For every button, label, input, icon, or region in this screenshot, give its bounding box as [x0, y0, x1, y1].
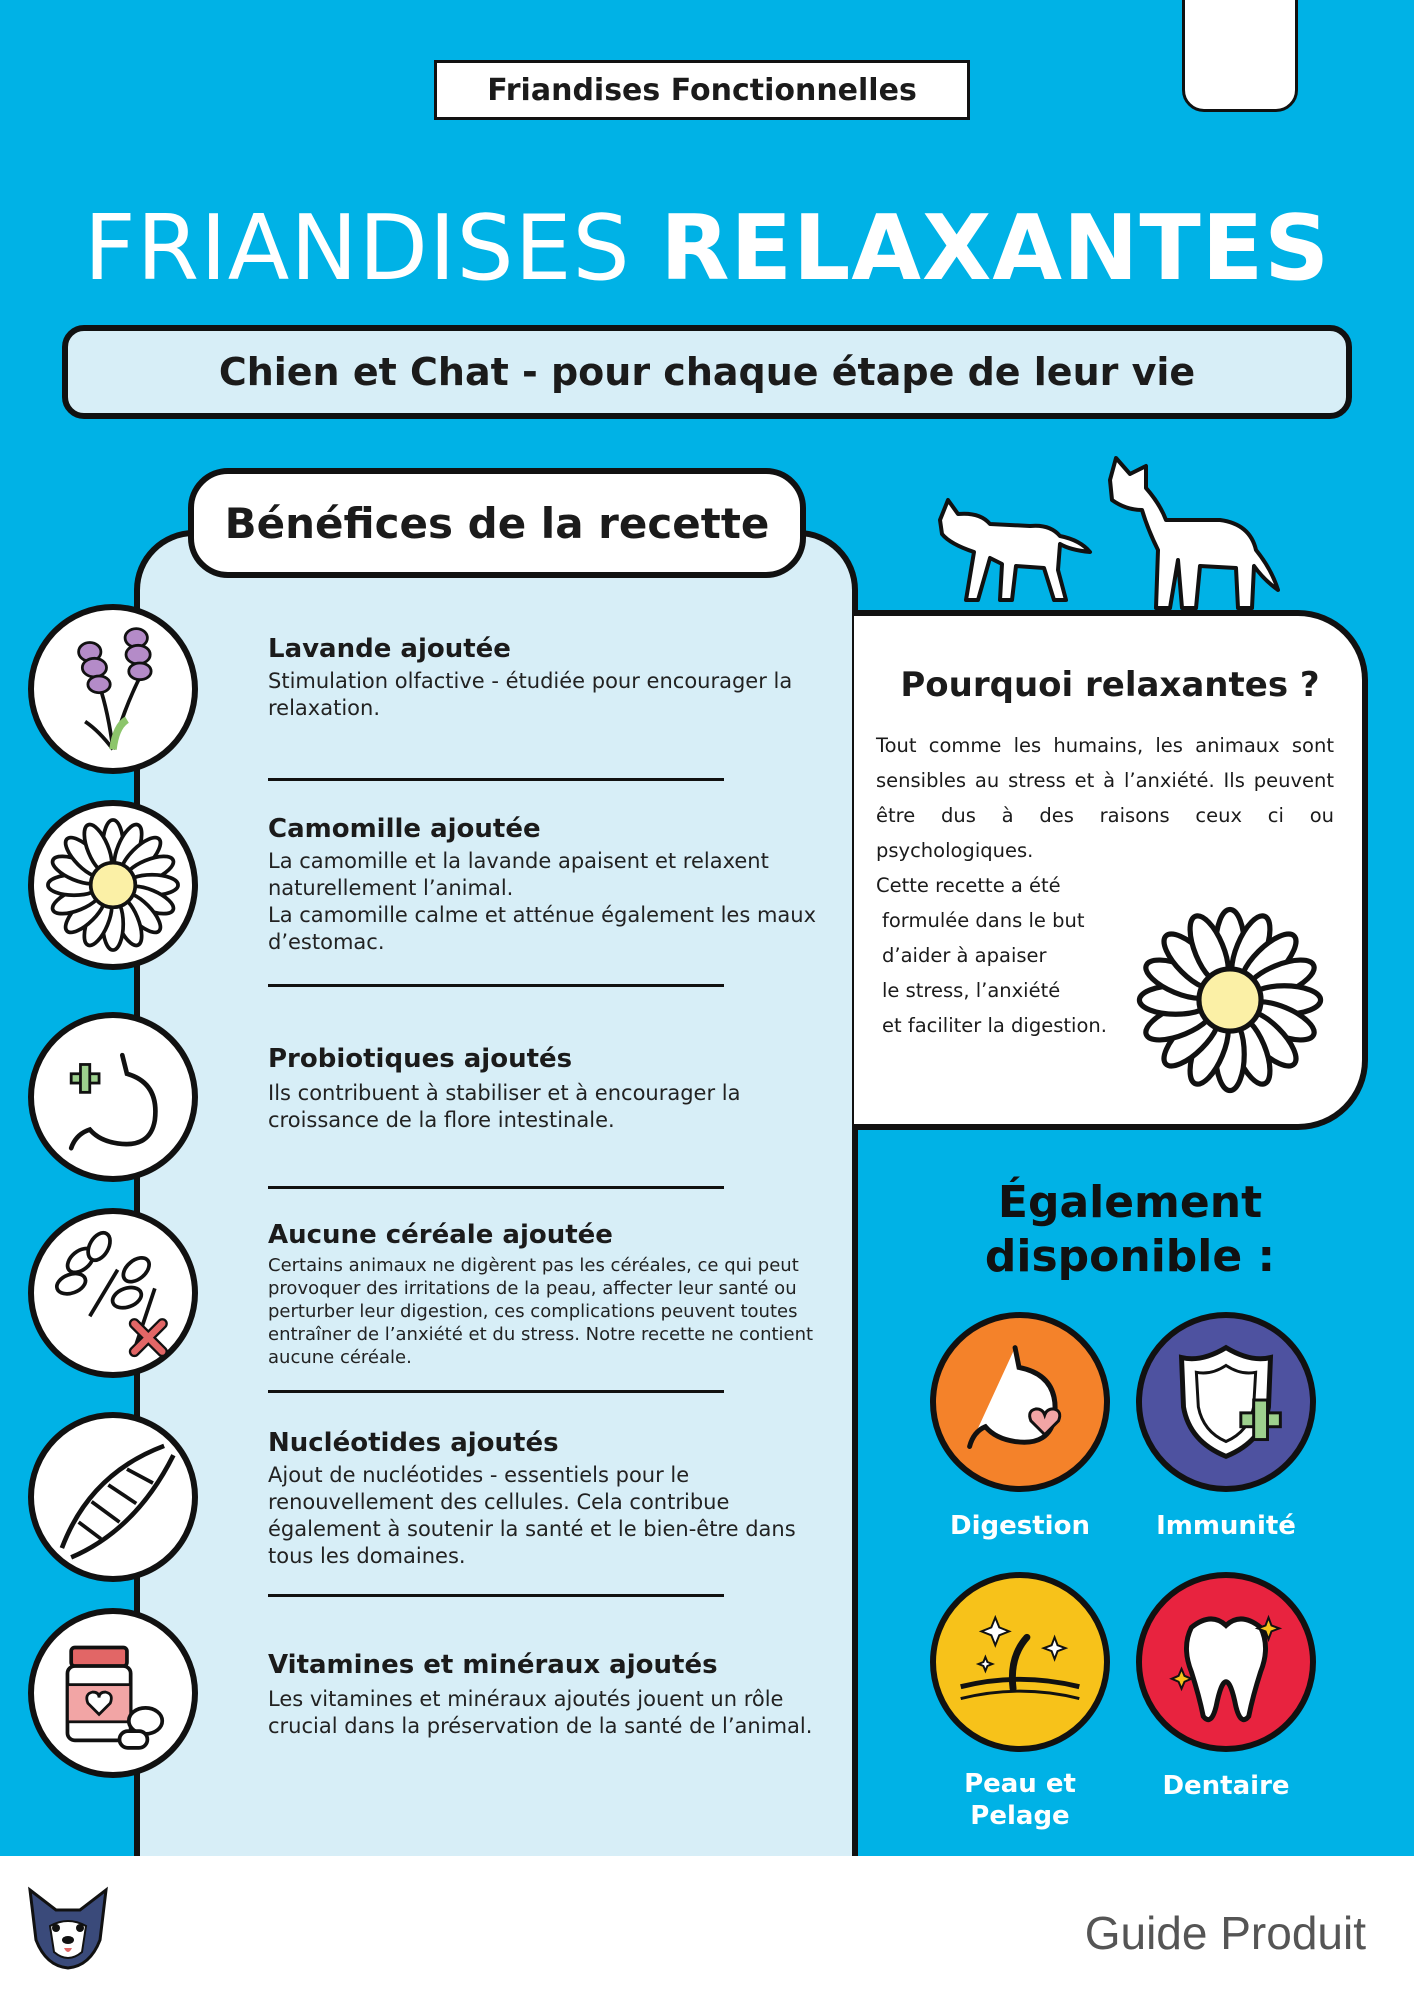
stomach-heart-icon	[936, 1318, 1104, 1486]
benefit-text-vitamins: Les vitamines et minéraux ajoutés jouent un rôle crucial dans la préservation de la santé de l’animal.	[268, 1687, 813, 1738]
benefit-text-nucleotides: Ajout de nucléotides - essentiels pour le renouvellement des cellules. Cela contribue également à soutenir la santé et le bien-être dans tous les domaines.	[268, 1463, 796, 1568]
benefit-text-chamomile-2: La camomille calme et atténue également les maux d’estomac.	[268, 903, 817, 954]
benefit-title-chamomile: Camomille ajoutée	[268, 814, 541, 844]
hair-sparkle-icon	[936, 1578, 1104, 1746]
divider	[268, 1186, 724, 1189]
benefits-heading: Bénéfices de la recette	[224, 498, 770, 548]
top-tab-decoration	[1182, 0, 1298, 112]
benefit-text-chamomile: La camomille et la lavande apaisent et relaxent naturellement l’animal.	[268, 849, 769, 900]
category-tag-label: Friandises Fonctionnelles	[487, 72, 917, 108]
product-label-dental: Dentaire	[1162, 1771, 1290, 1801]
guide-label: Guide Produit	[1084, 1907, 1366, 1959]
benefit-title-probiotics: Probiotiques ajoutés	[268, 1044, 573, 1074]
dog-face-logo	[20, 1880, 116, 1976]
product-label-line: Peau et	[964, 1769, 1076, 1799]
why-paragraph-2	[876, 868, 1136, 1043]
product-dental[interactable]	[1136, 1572, 1316, 1752]
lavender-icon	[28, 604, 198, 774]
product-label-immunity: Immunité	[1156, 1511, 1296, 1541]
benefit-text-lavender: Stimulation olfactive - étudiée pour encourager la relaxation.	[268, 669, 793, 720]
daisy-center	[1199, 969, 1261, 1031]
no-grain-icon	[28, 1208, 198, 1378]
why-paragraph: Tout comme les humains, les animaux sont sensibles au stress et à l’anxiété. Ils peuvent être dus à des raisons ceux ci ou psychologiques.	[876, 734, 1334, 862]
product-immunity[interactable]	[1136, 1312, 1316, 1492]
also-available-title	[940, 1176, 1320, 1284]
why-line: Cette recette a été	[876, 874, 1061, 897]
chamomile-flower-icon	[1120, 890, 1340, 1110]
divider	[268, 1390, 724, 1393]
product-label-digestion: Digestion	[950, 1511, 1090, 1541]
subtitle-text: Chien et Chat - pour chaque étape de leur vie	[218, 350, 1196, 394]
product-label-line: Pelage	[970, 1801, 1070, 1831]
also-title-line: disponible :	[984, 1231, 1276, 1282]
product-label-skin-coat	[910, 1768, 1130, 1832]
page-title	[0, 196, 1414, 301]
also-title-line: Également	[997, 1177, 1263, 1228]
title-light: FRIANDISES	[83, 196, 631, 301]
benefits-heading-tab	[188, 468, 806, 578]
why-line: le stress, l’anxiété	[882, 979, 1061, 1002]
tooth-icon	[1142, 1578, 1310, 1746]
benefit-title-lavender: Lavande ajoutée	[268, 634, 511, 664]
why-line: formulée dans le but	[882, 909, 1085, 932]
why-line: et faciliter la digestion.	[882, 1014, 1107, 1037]
product-skin-coat[interactable]	[930, 1572, 1110, 1752]
daisy-center	[91, 863, 136, 908]
benefit-title-nucleotides: Nucléotides ajoutés	[268, 1428, 559, 1458]
benefit-title-grain-free: Aucune céréale ajoutée	[268, 1220, 613, 1250]
subtitle-banner	[62, 325, 1352, 419]
cat-and-dog-icon	[920, 440, 1280, 620]
product-digestion[interactable]	[930, 1312, 1110, 1492]
why-line: d’aider à apaiser	[882, 944, 1047, 967]
benefit-text-grain-free: Certains animaux ne digèrent pas les céréales, ce qui peut provoquer des irritations de la peau, affecter leur santé ou perturber leur digestion, ces complications peuvent toutes entraîner de l’anxiété et du stress. Notre recette ne contient aucune céréale.	[268, 1255, 814, 1368]
title-bold: RELAXANTES	[660, 196, 1331, 301]
benefit-title-vitamins: Vitamines et minéraux ajoutés	[268, 1650, 718, 1680]
divider	[268, 1594, 724, 1597]
stomach-plus-icon	[28, 1012, 198, 1182]
shield-plus-icon	[1142, 1318, 1310, 1486]
category-tag	[434, 60, 970, 120]
divider	[268, 984, 724, 987]
vitamins-icon	[28, 1608, 198, 1778]
why-title: Pourquoi relaxantes ?	[900, 665, 1320, 705]
divider	[268, 778, 724, 781]
chamomile-icon	[28, 800, 198, 970]
benefit-text-probiotics: Ils contribuent à stabiliser et à encourager la croissance de la flore intestinale.	[268, 1081, 741, 1132]
dna-icon	[28, 1412, 198, 1582]
